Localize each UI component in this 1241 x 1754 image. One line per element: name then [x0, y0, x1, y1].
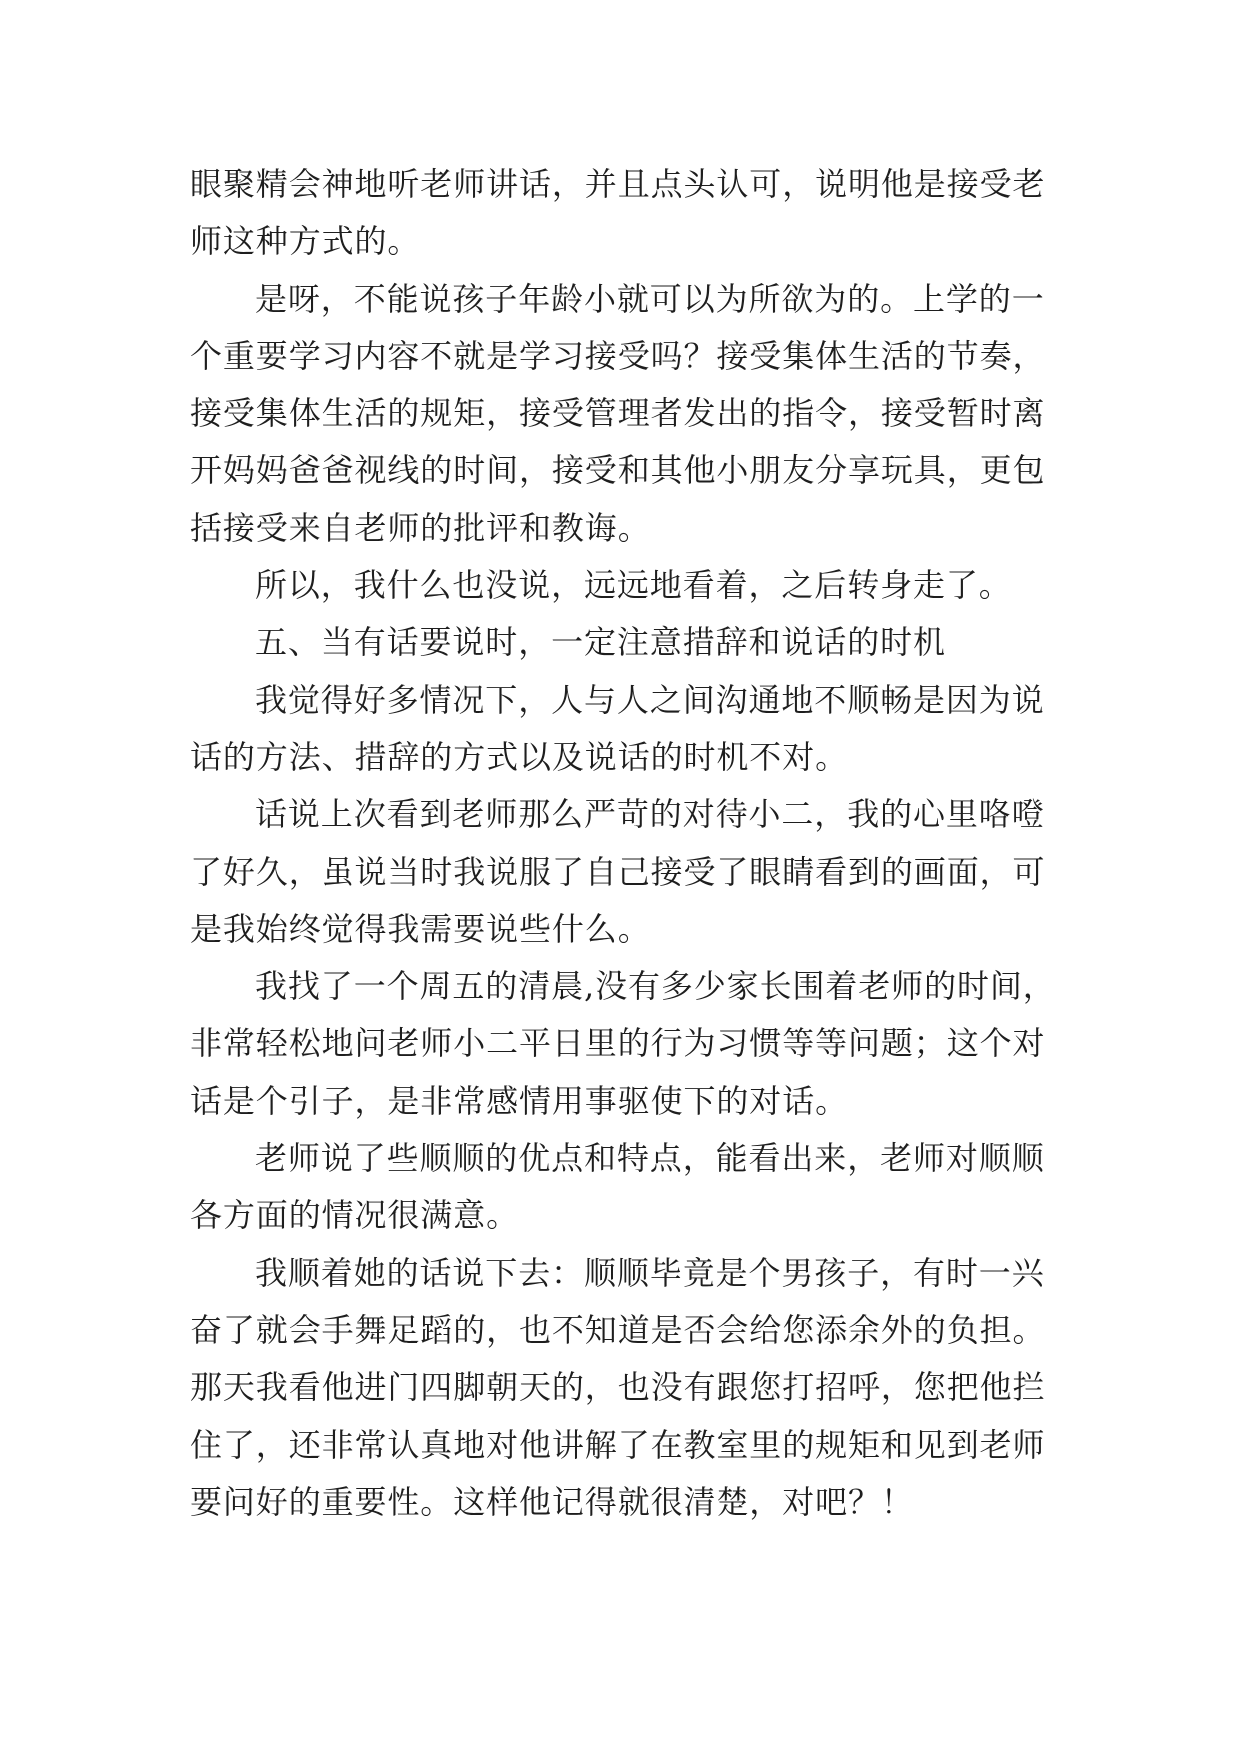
document-page: [190, 156, 1090, 1531]
paragraph: [190, 1245, 1090, 1531]
text-line: 我找了一个周五的清晨,没有多少家长围着老师的时间，: [255, 967, 1056, 1006]
section-heading: [190, 614, 1090, 671]
text-line: 住了，还非常认真地对他讲解了在教室里的规矩和见到老师: [190, 1425, 1046, 1464]
text-line: 话说上次看到老师那么严苛的对待小二，我的心里咯噔: [255, 795, 1045, 834]
text-line: 眼聚精会神地听老师讲话，并且点头认可，说明他是接受老: [190, 165, 1046, 203]
text-line: 我顺着她的话说下去：顺顺毕竟是个男孩子，有时一兴: [255, 1253, 1045, 1292]
text-line: 开妈妈爸爸视线的时间，接受和其他小朋友分享玩具，更包: [190, 451, 1046, 490]
paragraph: [190, 557, 1090, 614]
text-line: 是我始终觉得我需要说些什么。: [190, 909, 651, 948]
text-line: 括接受来自老师的批评和教诲。: [190, 508, 651, 547]
paragraph: [190, 958, 1090, 1130]
text-line: 奋了就会手舞足蹈的，也不知道是否会给您添余外的负担。: [190, 1310, 1046, 1349]
text-line: 话是个引子，是非常感情用事驱使下的对话。: [190, 1081, 849, 1120]
text-line: 各方面的情况很满意。: [190, 1196, 520, 1235]
paragraph: [190, 672, 1090, 787]
text-line: 师这种方式的。: [190, 222, 421, 261]
text-line: 话的方法、措辞的方式以及说话的时机不对。: [190, 737, 849, 776]
paragraph: [190, 156, 1090, 271]
text-line: 老师说了些顺顺的优点和特点，能看出来，老师对顺顺: [255, 1139, 1045, 1178]
text-line: 我觉得好多情况下，人与人之间沟通地不顺畅是因为说: [255, 680, 1045, 719]
text-line: 是呀，不能说孩子年龄小就可以为所欲为的。上学的一: [255, 279, 1045, 318]
paragraph: [190, 786, 1090, 958]
text-line: 所以，我什么也没说，远远地看着，之后转身走了。: [255, 566, 1012, 605]
text-line: 个重要学习内容不就是学习接受吗？接受集体生活的节奏，: [190, 336, 1046, 375]
text-line: 接受集体生活的规矩，接受管理者发出的指令，接受暂时离: [190, 394, 1046, 433]
text-line: 要问好的重要性。这样他记得就很清楚，对吧？！: [190, 1482, 914, 1521]
section-heading-text: 五、当有话要说时，一定注意措辞和说话的时机: [255, 623, 946, 662]
paragraph: [190, 271, 1090, 557]
text-line: 了好久，虽说当时我说服了自己接受了眼睛看到的画面，可: [190, 852, 1046, 891]
text-line: 那天我看他进门四脚朝天的，也没有跟您打招呼，您把他拦: [190, 1368, 1046, 1407]
paragraph: [190, 1130, 1090, 1245]
text-line: 非常轻松地问老师小二平日里的行为习惯等等问题；这个对: [190, 1024, 1046, 1063]
